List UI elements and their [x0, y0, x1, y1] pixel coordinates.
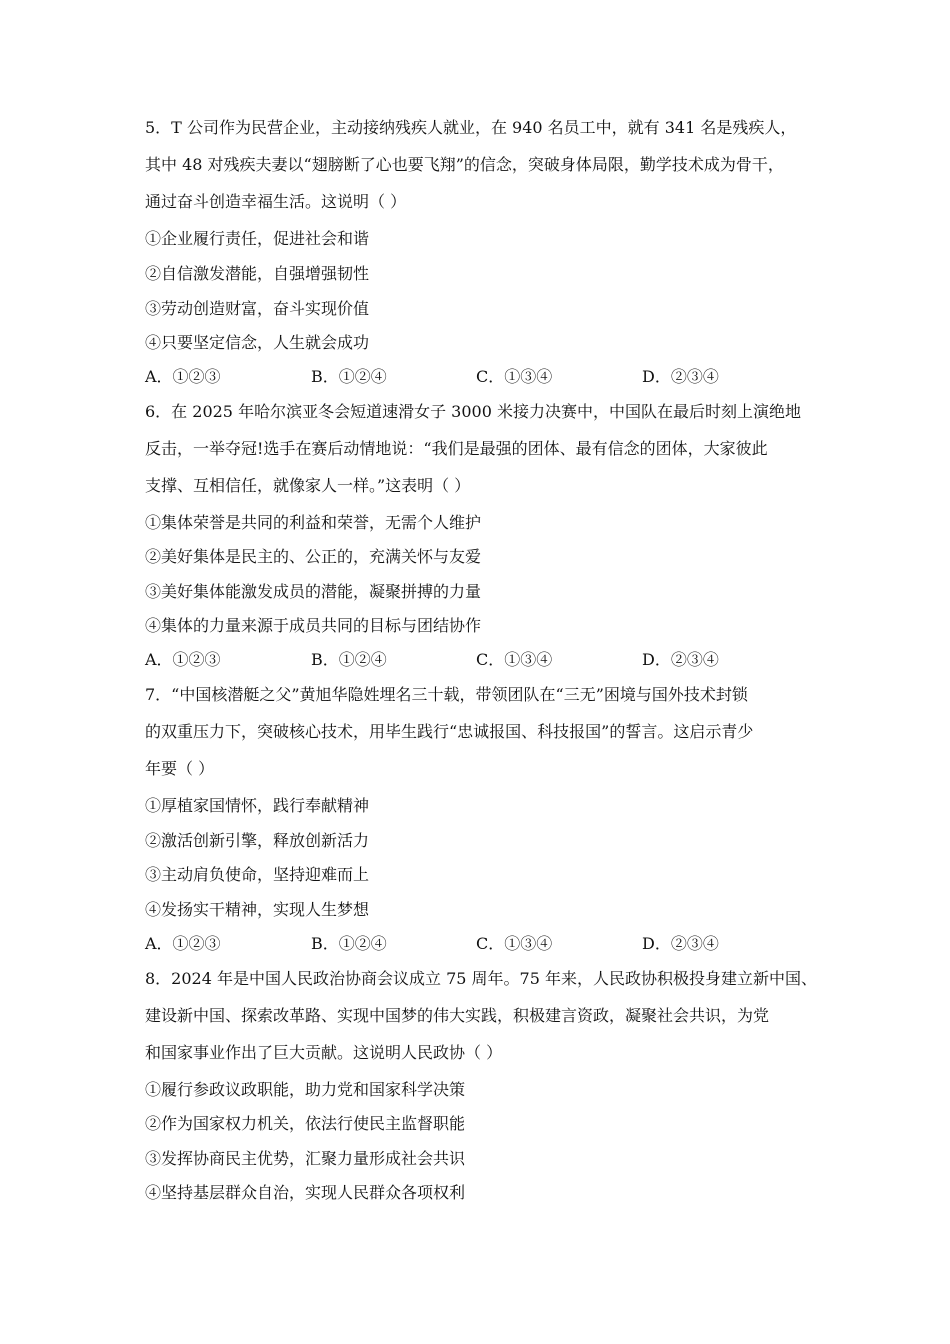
- question-6-item-1: ①集体荣誉是共同的利益和荣誉，无需个人维护: [145, 513, 482, 532]
- question-6-choice-a: A．①②③: [145, 650, 221, 669]
- question-8-item-4: ④坚持基层群众自治，实现人民群众各项权利: [145, 1183, 466, 1202]
- question-6-stem-line-3: 支撑、互相信任，就像家人一样。”这表明（ ）: [145, 476, 471, 495]
- question-8-item-3: ③发挥协商民主优势，汇聚力量形成社会共识: [145, 1149, 466, 1168]
- question-5-choice-d: D．②③④: [642, 367, 719, 386]
- question-5-stem-line-3: 通过奋斗创造幸福生活。这说明（ ）: [145, 192, 407, 211]
- question-5-item-3: ③劳动创造财富，奋斗实现价值: [145, 299, 370, 318]
- question-7-choice-c: C．①③④: [476, 934, 553, 953]
- question-8-item-2: ②作为国家权力机关，依法行使民主监督职能: [145, 1114, 466, 1133]
- question-5-choice-b: B．①②④: [311, 367, 387, 386]
- question-6-choice-c: C．①③④: [476, 650, 553, 669]
- question-5-item-4: ④只要坚定信念，人生就会成功: [145, 333, 370, 352]
- question-6-item-4: ④集体的力量来源于成员共同的目标与团结协作: [145, 616, 482, 635]
- question-7-choice-d: D．②③④: [642, 934, 719, 953]
- question-6-item-2: ②美好集体是民主的、公正的，充满关怀与友爱: [145, 547, 482, 566]
- question-5-choice-a: A．①②③: [145, 367, 221, 386]
- question-7-item-2: ②激活创新引擎，释放创新活力: [145, 831, 370, 850]
- question-8-stem-line-3: 和国家事业作出了巨大贡献。这说明人民政协（ ）: [145, 1043, 503, 1062]
- question-8-stem-line-2: 建设新中国、探索改革路、实现中国梦的伟大实践，积极建言资政，凝聚社会共识，为党: [145, 1006, 770, 1025]
- question-7-choice-b: B．①②④: [311, 934, 387, 953]
- question-6-stem-line-1: 6．在 2025 年哈尔滨亚冬会短道速滑女子 3000 米接力决赛中，中国队在最后时刻上演绝地: [145, 402, 801, 421]
- question-5-choice-c: C．①③④: [476, 367, 553, 386]
- question-7-choice-a: A．①②③: [145, 934, 221, 953]
- question-6-stem-line-2: 反击，一举夺冠!选手在赛后动情地说：“我们是最强的团体、最有信念的团体，大家彼此: [145, 439, 768, 458]
- question-7-item-1: ①厚植家国情怀，践行奉献精神: [145, 796, 370, 815]
- question-7-stem-line-1: 7．“中国核潜艇之父”黄旭华隐姓埋名三十载，带领团队在“三无”困境与国外技术封锁: [145, 685, 748, 704]
- question-5-stem-line-2: 其中 48 对残疾夫妻以“翅膀断了心也要飞翔”的信念，突破身体局限，勤学技术成为骨干，: [145, 155, 784, 174]
- question-8-stem-line-1: 8．2024 年是中国人民政治协商会议成立 75 周年。75 年来，人民政协积极投身建立新中国、: [145, 969, 817, 988]
- question-6-choice-b: B．①②④: [311, 650, 387, 669]
- question-7-item-3: ③主动肩负使命，坚持迎难而上: [145, 865, 370, 884]
- question-6-choice-d: D．②③④: [642, 650, 719, 669]
- question-5-stem-line-1: 5．T 公司作为民营企业，主动接纳残疾人就业，在 940 名员工中，就有 341 名是残疾人，: [145, 118, 797, 137]
- question-7-item-4: ④发扬实干精神，实现人生梦想: [145, 900, 370, 919]
- question-5-item-1: ①企业履行责任，促进社会和谐: [145, 229, 370, 248]
- question-7-stem-line-2: 的双重压力下，突破核心技术，用毕生践行“忠诚报国、科技报国”的誓言。这启示青少: [145, 722, 754, 741]
- question-6-item-3: ③美好集体能激发成员的潜能，凝聚拼搏的力量: [145, 582, 482, 601]
- question-5-item-2: ②自信激发潜能，自强增强韧性: [145, 264, 370, 283]
- question-7-stem-line-3: 年要（ ）: [145, 759, 215, 778]
- question-8-item-1: ①履行参政议政职能，助力党和国家科学决策: [145, 1080, 466, 1099]
